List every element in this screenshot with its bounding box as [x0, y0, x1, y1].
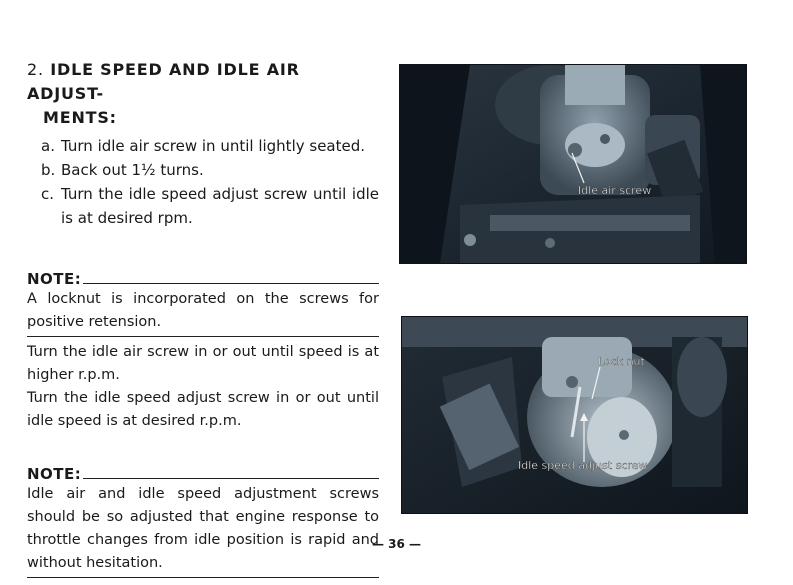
step-text: Turn idle air screw in until lightly seated. — [61, 137, 366, 155]
note-block-1 — [27, 270, 379, 337]
note-rule — [83, 478, 379, 479]
carburetor-photo-1 — [400, 65, 746, 263]
note-heading — [27, 270, 379, 288]
note-block-2 — [27, 465, 379, 578]
step-text: Back out 1½ turns. — [61, 161, 204, 179]
paragraph-idle-speed: Turn the idle speed adjust screw in or out until idle speed is at desired r.p.m. — [27, 390, 379, 429]
note-rule — [83, 283, 379, 284]
idle-speed-adjust-screw-callout: Idle speed adjust screw — [518, 459, 648, 472]
step-text: Turn the idle speed adjust screw until idle is at desired rpm. — [61, 185, 379, 227]
photo-idle-speed-screw — [401, 316, 748, 514]
note-body — [27, 483, 379, 575]
page-number: — 36 — — [371, 537, 422, 551]
note-body — [27, 288, 379, 334]
photo-idle-air-screw — [399, 64, 747, 264]
note-bottom-rule — [27, 336, 379, 337]
section-title-line2: MENTS: — [43, 108, 117, 127]
note-label: NOTE: — [27, 465, 82, 483]
section-title-line1: IDLE SPEED AND IDLE AIR ADJUST- — [27, 60, 300, 103]
step-label: c. — [41, 185, 55, 203]
step-label: a. — [41, 137, 55, 155]
step-item — [27, 158, 379, 182]
section-number: 2. — [27, 60, 44, 79]
idle-air-screw-callout: Idle air screw — [578, 184, 652, 197]
section-heading — [27, 58, 379, 130]
note-label: NOTE: — [27, 270, 82, 288]
lock-nut-callout: Lock nut — [598, 355, 645, 368]
text-column — [27, 58, 379, 582]
step-list — [27, 134, 379, 230]
carburetor-photo-2 — [402, 317, 747, 513]
note-text: A locknut is incorporated on the screws for positive retension. — [27, 291, 379, 330]
paragraph-idle-air: Turn the idle air screw in or out until speed is at higher r.p.m. — [27, 344, 379, 383]
note-text: Idle air and idle speed adjustment screws should be so adjusted that engine response to throttle changes from idle position is rapid and without hesitation. — [27, 486, 379, 571]
note-bottom-rule — [27, 577, 379, 578]
note-heading — [27, 465, 379, 483]
step-item — [27, 134, 379, 158]
step-item — [27, 182, 379, 230]
step-label: b. — [41, 161, 56, 179]
